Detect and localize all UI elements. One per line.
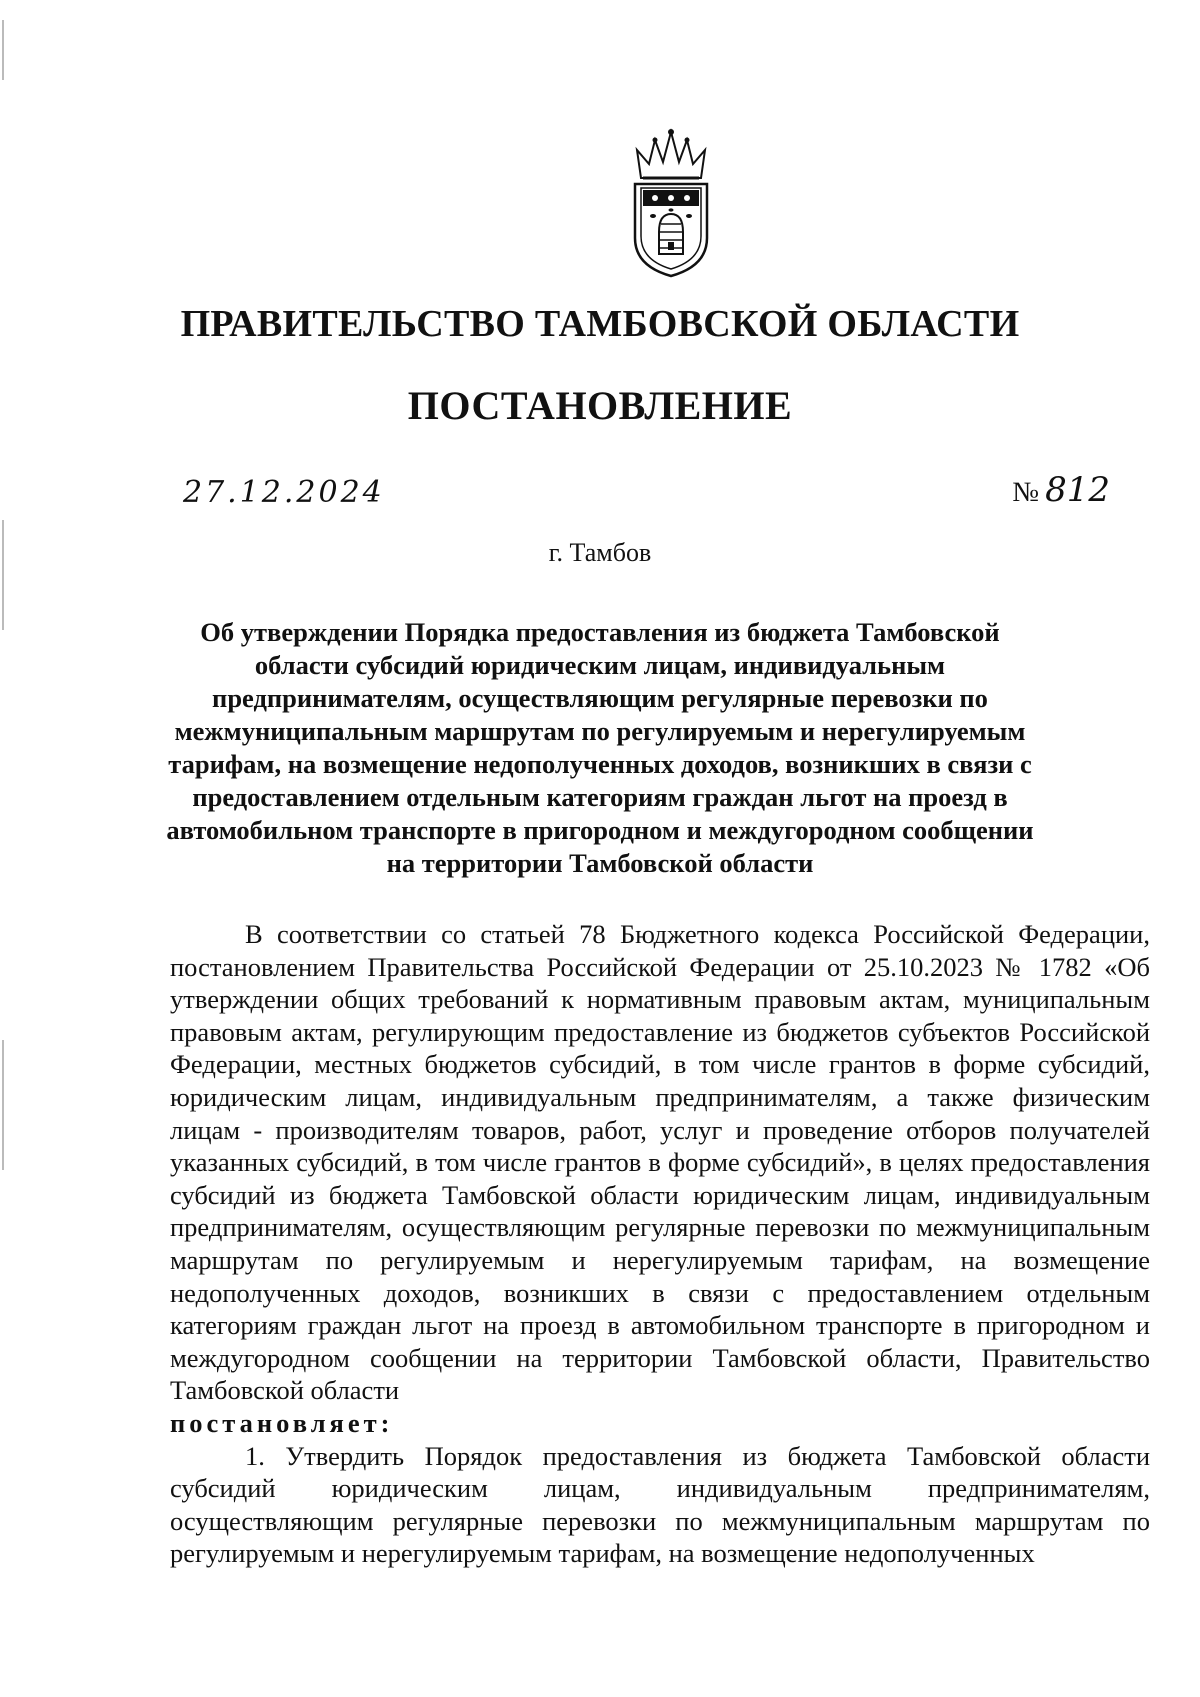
document-body <box>170 918 1150 1570</box>
document-type: ПОСТАНОВЛЕНИЕ <box>407 383 793 428</box>
number-prefix: № <box>1012 477 1040 508</box>
scan-edge-mark <box>2 520 4 630</box>
scan-edge-mark <box>2 1040 4 1170</box>
item-1-text: 1. Утвердить Порядок предоставления из бюджета Тамбовской области субсидий юридическим лицам, индивидуальным предпринимателям, осуществляющим регулярные перевозки по межмуниципальным маршрутам по регулируемым и нерегулируемым тарифам, на возмещение недополученных <box>170 1440 1150 1569</box>
government-title: ПРАВИТЕЛЬСТВО ТАМБОВСКОЙ ОБЛАСТИ <box>180 303 1020 345</box>
document-subject: Об утверждении Порядка предоставления из бюджета Тамбовской области субсидий юридическим лицам, индивидуальным предпринимателям, осуществляющим регулярные перевозки по межмуниципальным маршрутам по регулируемым и нерегулируемым тарифам, на возмещение недополученных доходов, возникших в связи с предоставлением отдельным категориям граждан льгот на проезд в автомобильном транспорте в пригородном и междугородном сообщении на территории Тамбовской области <box>166 617 1034 878</box>
resolves-word: постановляет: <box>170 1407 394 1438</box>
resolves-line <box>170 1407 1150 1440</box>
city: г. Тамбов <box>548 538 652 567</box>
tambov-oblast-coat-of-arms-icon <box>625 128 717 278</box>
item-1-paragraph <box>170 1440 1150 1570</box>
handwritten-number: 812 <box>1045 470 1110 510</box>
handwritten-date: 27.12.2024 <box>183 475 385 510</box>
preamble-paragraph <box>170 918 1150 1407</box>
preamble-text: В соответствии со статьей 78 Бюджетного кодекса Российской Федерации, постановлением Правительства Российской Федерации от 25.10.2023 № 1782 «Об утверждении общих требований к нормативным правовым актам, муниципальным правовым актам, регулирующим предоставление из бюджетов субъектов Российской Федерации, местных бюджетов субсидий, в том числе грантов в форме субсидий, юридическим лицам, индивидуальным предпринимателям, а также физическим лицам - производителям товаров, работ, услуг и проведение отборов получателей указанных субсидий, в том числе грантов в форме субсидий», в целях предоставления субсидий из бюджета Тамбовской области юридическим лицам, индивидуальным предпринимателям, осуществляющим регулярные перевозки по межмуниципальным маршрутам по регулируемым и нерегулируемым тарифам, на возмещение недополученных доходов, возникших в связи с предоставлением отдельным категориям граждан льгот на проезд в автомобильном транспорте в пригородном и междугородном сообщении на территории Тамбовской области, Правительство Тамбовской области <box>170 919 1150 1406</box>
document-number <box>1012 470 1110 510</box>
scan-edge-mark <box>2 20 4 80</box>
